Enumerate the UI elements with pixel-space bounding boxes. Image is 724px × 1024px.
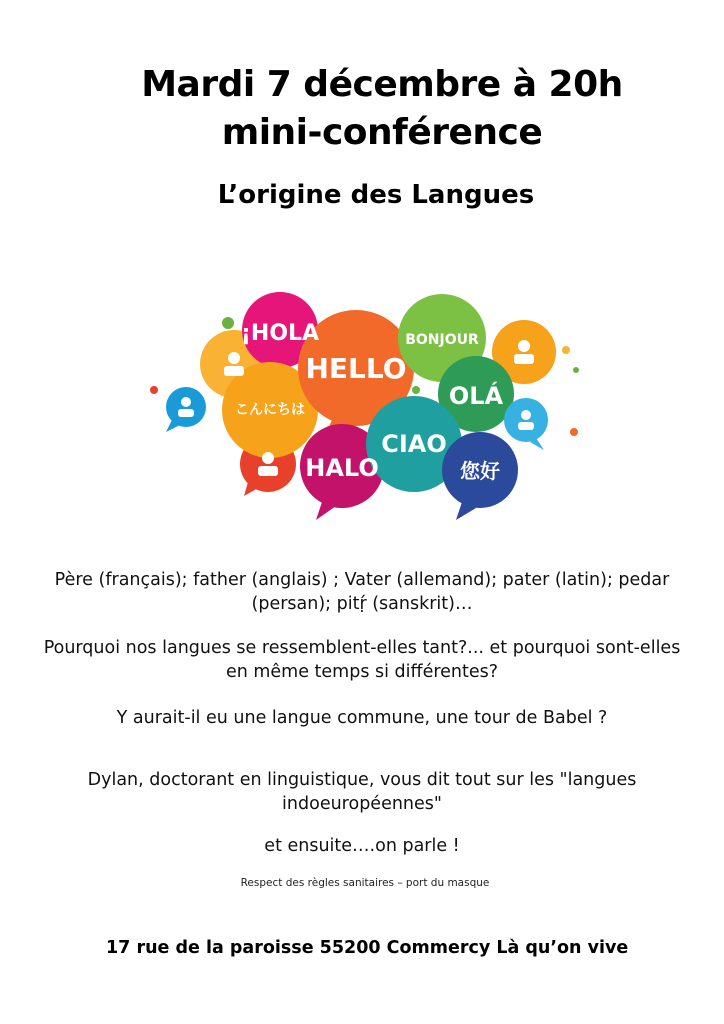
decor-dot — [412, 386, 420, 394]
word-hola: ¡HOLA — [240, 321, 320, 346]
word-hello: HELLO — [305, 352, 407, 385]
event-subtitle: L’origine des Langues — [217, 180, 535, 210]
etymology-paragraph: Père (français); father (anglais) ; Vater (allemand); pater (latin); pedar (persan); pitṛ́ (sanskrit)… — [54, 570, 670, 614]
word-ola: OLÁ — [448, 382, 504, 410]
decor-dot — [222, 317, 234, 329]
word-ciao: CIAO — [381, 430, 447, 458]
event-date-title: Mardi 7 décembre à 20h — [141, 64, 623, 105]
speaker-paragraph: Dylan, doctorant en linguistique, vous dit tout sur les "langues indoeuropéennes" — [87, 770, 637, 814]
word-konnichiwa: こんにちは — [235, 402, 305, 418]
decor-dot — [562, 346, 570, 354]
word-bonjour: BONJOUR — [405, 332, 479, 348]
event-type-title: mini-conférence — [221, 112, 543, 153]
discussion-paragraph: et ensuite….on parle ! — [264, 836, 460, 856]
venue-address: 17 rue de la paroisse 55200 Commercy Là qu’on vive — [106, 938, 629, 958]
word-ni-hao: 您好 — [460, 459, 500, 483]
decor-dot — [570, 428, 578, 436]
babel-paragraph: Y aurait-il eu une langue commune, une tour de Babel ? — [116, 708, 608, 728]
decor-dot — [573, 367, 579, 373]
sanitary-note: Respect des règles sanitaires – port du masque — [240, 877, 490, 889]
decor-dot — [150, 386, 158, 394]
word-halo: HALO — [305, 454, 379, 482]
question-paragraph: Pourquoi nos langues se ressemblent-elles tant?... et pourquoi sont-elles en même temps si différentes? — [43, 638, 681, 682]
language-bubbles-illustration — [146, 282, 586, 522]
